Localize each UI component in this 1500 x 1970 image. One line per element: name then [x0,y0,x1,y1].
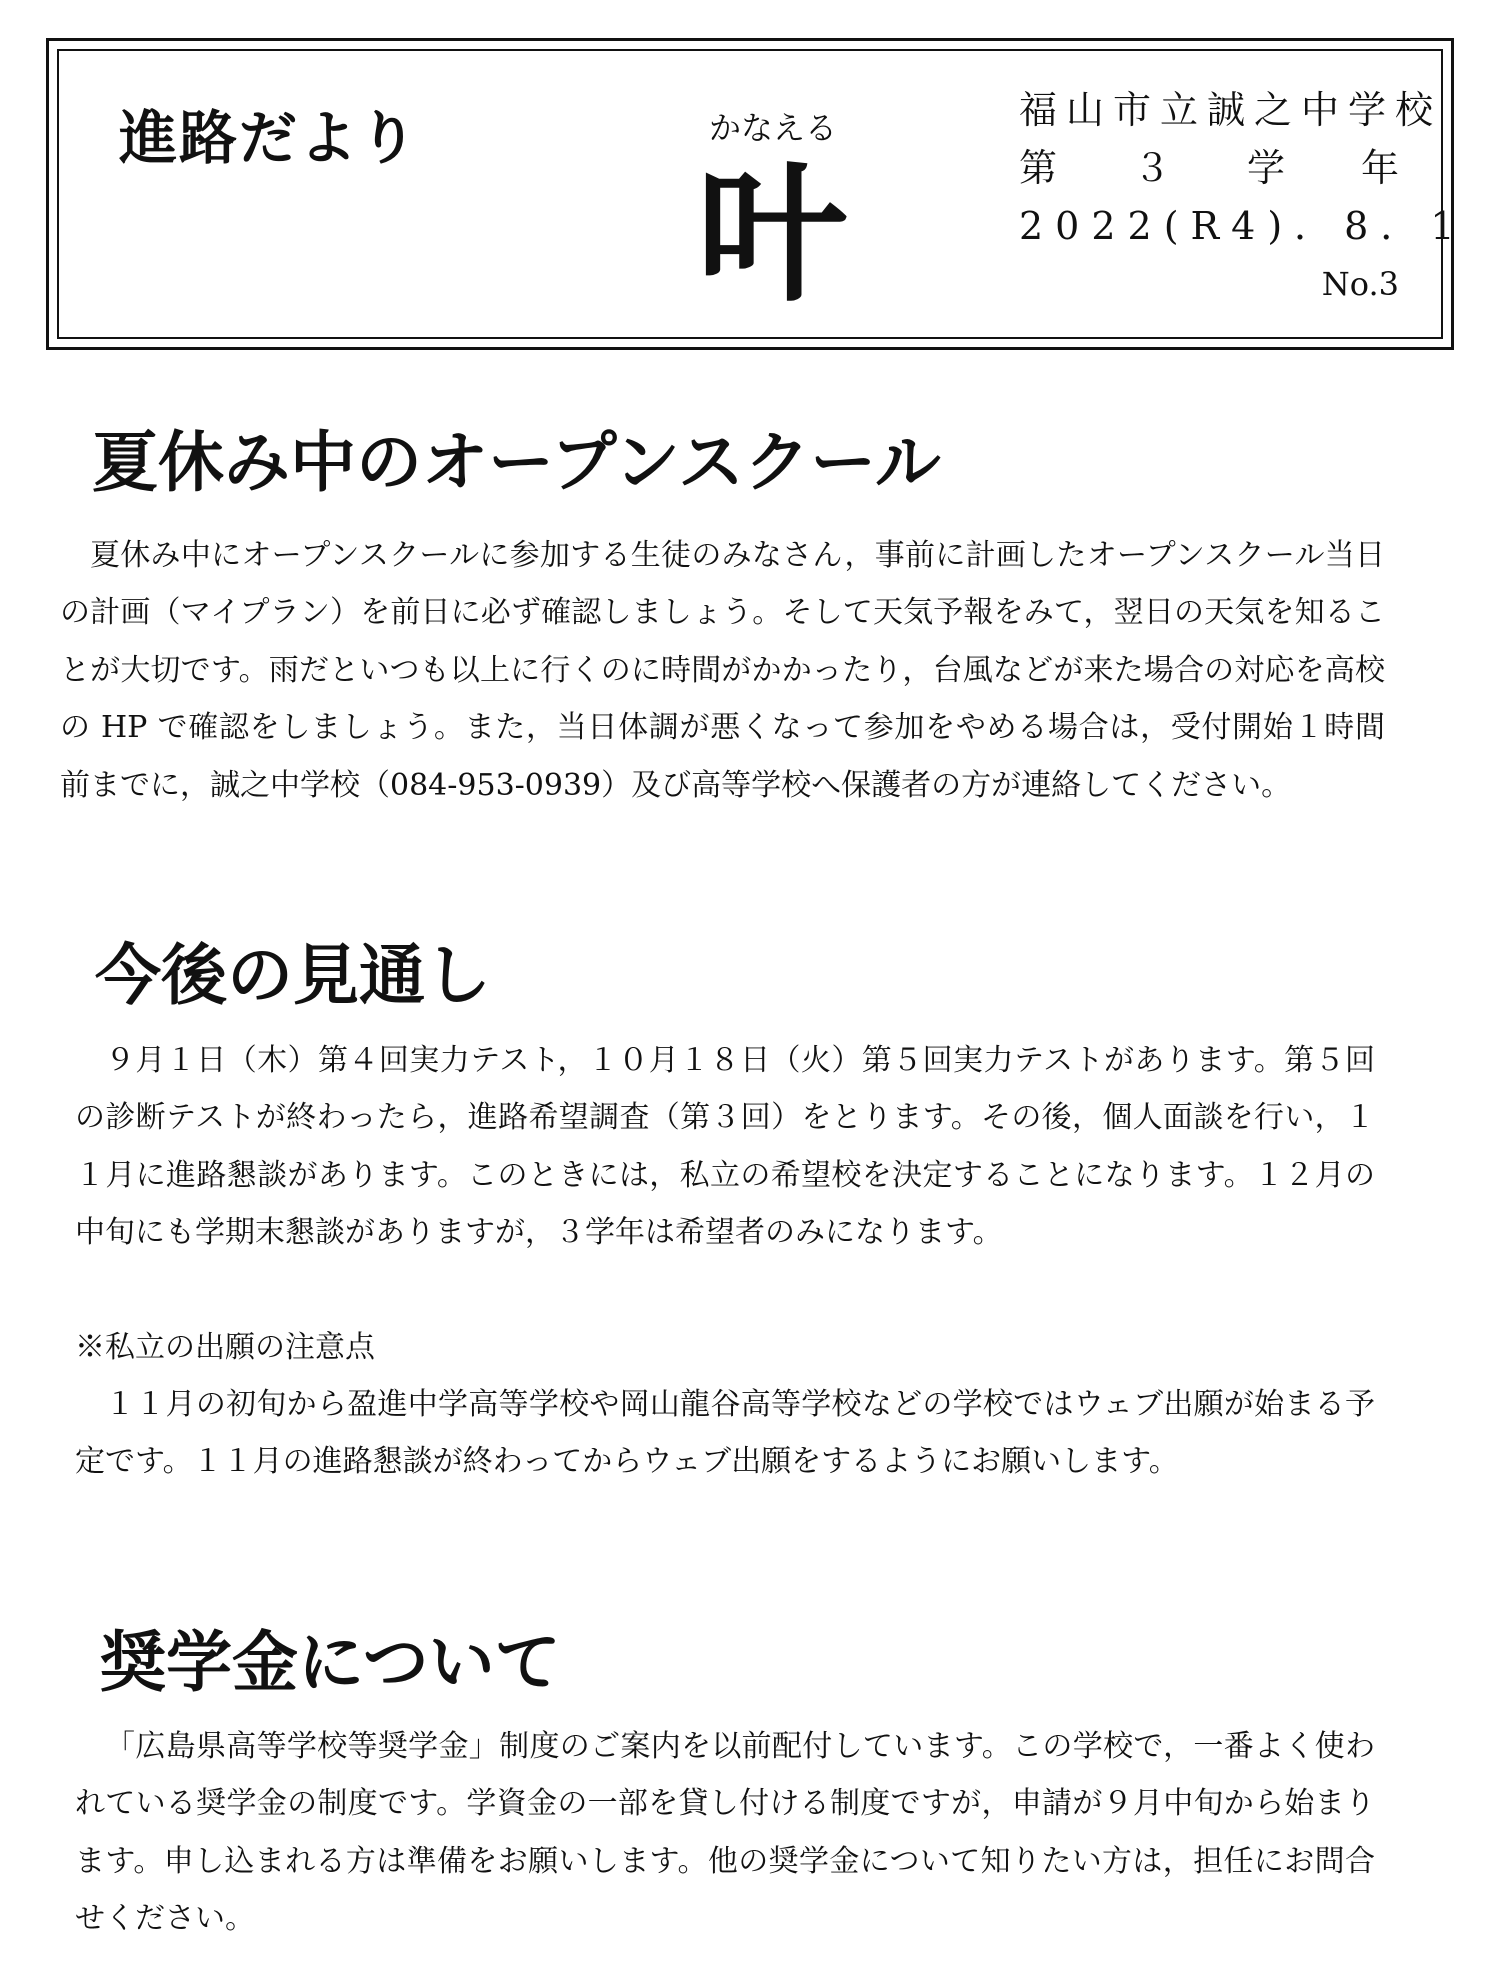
section-paragraph-open-school: 夏休み中にオープンスクールに参加する生徒のみなさん，事前に計画したオープンスクール当日の計画（マイプラン）を前日に必ず確認しましょう。そして天気予報をみて，翌日の天気を知ることが大切です。雨だといつも以上に行くのに時間がかかったり，台風などが来た場合の対応を高校の HP で確認をしましょう。また，当日体調が悪くなって参加をやめる場合は，受付開始１時間前までに，誠之中学校（084-953-0939）及び高等学校へ保護者の方が連絡してください。 [60,538,1385,803]
masthead-inner-border [57,49,1467,339]
issue-info [1019,81,1467,313]
grade-label [1019,139,1399,197]
masthead [46,38,1467,350]
newsletter-title: 進路だより [119,104,420,172]
note-paragraph: １１月の初旬から盈進中学高等学校や岡山龍谷高等学校などの学校ではウェブ出願が始まる予定です。１１月の進路懇談が終わってからウェブ出願をするようにお願いします。 [75,1387,1375,1480]
issue-number: No.3 [1321,265,1399,303]
section-paragraph-outlook: ９月１日（木）第４回実力テスト，１０月１８日（火）第５回実力テストがあります。第５回の診断テストが終わったら，進路希望調査（第３回）をとります。その後，個人面談を行い，１１月に進路懇談があります。このときには，私立の希望校を決定することになります。１２月の中旬にも学期末懇談がありますが，３学年は希望者のみになります。 [75,1043,1375,1251]
school-name: 福山市立誠之中学校 [1019,88,1443,132]
grade-part: 学 [1246,146,1285,190]
grade-part: 年 [1360,146,1399,190]
grade-part: 第 [1019,146,1058,190]
grade-part: ３ [1132,146,1171,190]
newsletter-reading: かなえる [709,109,838,147]
note-label: ※私立の出願の注意点 [75,1330,375,1365]
section-paragraph-scholarship: 「広島県高等学校等奨学金」制度のご案内を以前配付しています。この学校で，一番よく使われている奨学金の制度です。学資金の一部を貸し付ける制度ですが，申請が９月中旬から始まります。申し込まれる方は準備をお願いします。他の奨学金について知りたい方は，担任にお問合せください。 [75,1729,1375,1937]
issue-date: 2022(R4)．8．1 [1019,204,1467,248]
section-heading-scholarship: 奨学金について [100,1624,561,1701]
newsletter-kanji: 叶 [697,149,848,323]
section-heading-outlook: 今後の見通し [95,937,491,1014]
section-heading-open-school: 夏休み中のオープンスクール [92,424,941,501]
